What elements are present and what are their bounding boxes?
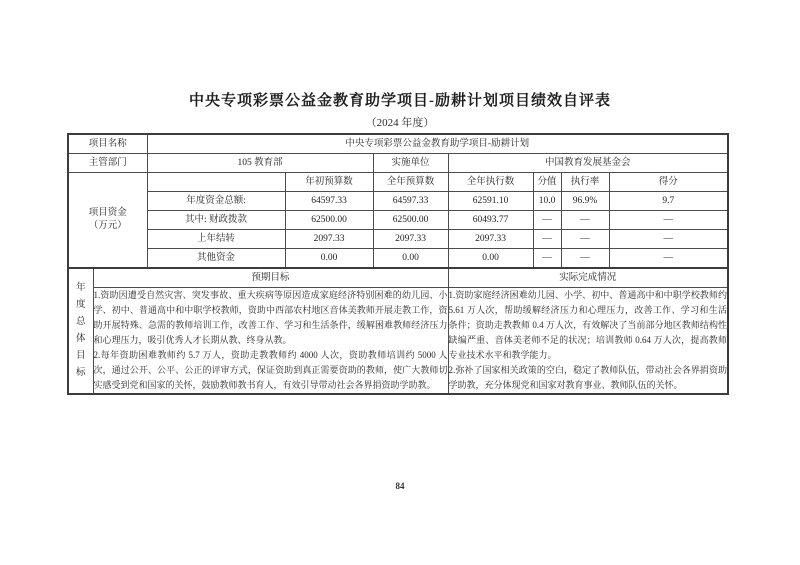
funding-header-annual-execution: 全年执行数 — [448, 173, 533, 192]
evaluation-table — [67, 133, 729, 395]
funding-header-row — [68, 173, 728, 192]
goal-header-row — [68, 268, 728, 288]
funding-header-annual-budget: 全年预算数 — [373, 173, 448, 192]
funding-section-label-line2: （万元） — [88, 221, 127, 231]
page-number: 84 — [395, 481, 405, 491]
funding-value: — — [561, 211, 609, 230]
annual-goal-section-label — [68, 268, 93, 394]
funding-value: 0.00 — [285, 249, 373, 269]
funding-value: 60493.77 — [448, 211, 533, 230]
funding-value: — — [533, 211, 561, 230]
department-row — [68, 154, 728, 173]
actual-completion-header: 实际完成情况 — [448, 268, 728, 288]
implementing-unit-value: 中国教育发展基金会 — [448, 154, 728, 173]
funding-value: — — [609, 249, 728, 269]
funding-row-fiscal — [68, 211, 728, 230]
funding-row-total — [68, 192, 728, 211]
funding-row-label: 年度资金总额: — [147, 192, 285, 211]
funding-row-label: 其他资金 — [147, 249, 285, 269]
actual-completion-paragraph-2: 2.弥补了国家相关政策的空白，稳定了教师队伍，带动社会各界捐资助学助教，充分体现党和国家对教育事业、教师队伍的关怀。 — [448, 365, 728, 390]
implementing-unit-label: 实施单位 — [373, 154, 448, 173]
funding-value: 2097.33 — [285, 230, 373, 249]
funding-section-label — [68, 173, 147, 269]
expected-goal-paragraph-2: 2.每年资助困难教师约 5.7 万人，资助走教教师约 4000 人次，资助教师培训约 5000 人次，通过公开、公平、公正的评审方式，保证资助到真正需要资助的教师，使广大教师切实感受到党和国家的关怀，鼓励教师教书育人，有效引导带动社会各界捐资助学助教。 — [93, 350, 448, 390]
funding-header-initial-budget: 年初预算数 — [285, 173, 373, 192]
funding-value: 62500.00 — [285, 211, 373, 230]
funding-header-score: 得分 — [609, 173, 728, 192]
document-subtitle: （2024 年度） — [365, 117, 435, 129]
funding-value: — — [561, 249, 609, 269]
funding-value: 64597.33 — [373, 192, 448, 211]
funding-value: 0.00 — [373, 249, 448, 269]
project-name-value: 中央专项彩票公益金教育助学项目-励耕计划 — [147, 134, 728, 154]
actual-completion-paragraph-1: 1.资助家庭经济困难幼儿园、小学、初中、普通高中和中职学校教师约 5.61 万人次，帮助缓解经济压力和心理压力，改善工作、学习和生活条件；资助走教教师 0.4 万人次，有效解决了当前部分地区教师结构性缺编严重、音体美老师不足的状况；培训教师 0.64 万人次，提高教师专业技术水平和教学能力。 — [448, 290, 728, 360]
funding-value: 62500.00 — [373, 211, 448, 230]
funding-value: 64597.33 — [285, 192, 373, 211]
funding-value: 9.7 — [609, 192, 728, 211]
funding-row-carryover — [68, 230, 728, 249]
funding-value: 62591.10 — [448, 192, 533, 211]
funding-value: 2097.33 — [448, 230, 533, 249]
funding-value: — — [609, 230, 728, 249]
funding-value: — — [533, 249, 561, 269]
funding-value: 10.0 — [533, 192, 561, 211]
funding-header-execution-rate: 执行率 — [561, 173, 609, 192]
project-name-row — [68, 134, 728, 154]
funding-value: 96.9% — [561, 192, 609, 211]
goal-content-row — [68, 288, 728, 395]
expected-goal-paragraph-1: 1.资助因遭受自然灾害、突发事故、重大疾病等原因造成家庭经济特别困难的幼儿园、小学、初中、普通高中和中职学校教师，资助中西部农村地区音体美教师开展走教工作，资助开展特殊、急需的教师培训工作，改善工作、学习和生活条件，缓解困难教师经济压力和心理压力，吸引优秀人才长期从教、终身从教。 — [93, 290, 448, 345]
funding-value: 2097.33 — [373, 230, 448, 249]
funding-section-label-line1: 项目资金 — [88, 208, 127, 218]
funding-header-empty — [147, 173, 285, 192]
project-name-label: 项目名称 — [68, 134, 147, 154]
funding-row-label: 其中: 财政拨款 — [147, 211, 285, 230]
document-title: 中央专项彩票公益金教育助学项目-励耕计划项目绩效自评表 — [189, 93, 611, 109]
expected-goal-content — [93, 288, 448, 395]
funding-header-score-weight: 分值 — [533, 173, 561, 192]
actual-completion-content — [448, 288, 728, 395]
funding-row-label: 上年结转 — [147, 230, 285, 249]
department-value: 105 教育部 — [147, 154, 373, 173]
funding-value: 0.00 — [448, 249, 533, 269]
funding-value: — — [609, 211, 728, 230]
annual-goal-section-label-text: 年度总体目标 — [76, 283, 86, 378]
funding-row-other — [68, 249, 728, 269]
funding-value: — — [561, 230, 609, 249]
department-label: 主管部门 — [68, 154, 147, 173]
funding-value: — — [533, 230, 561, 249]
expected-goal-header: 预期目标 — [93, 268, 448, 288]
